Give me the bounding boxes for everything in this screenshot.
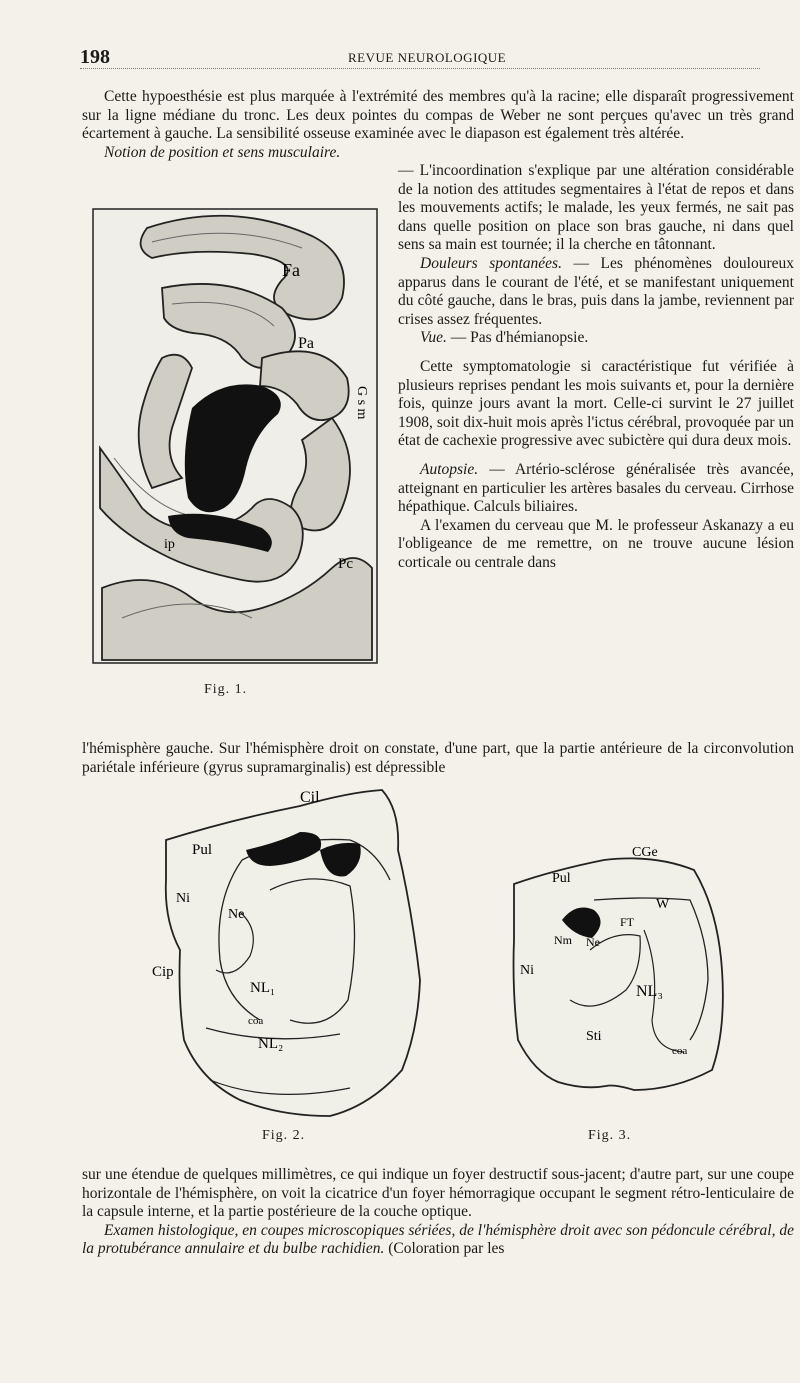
notion-text: — L'incoordination s'explique par une altération considérable de la notion des attitudes segmentaires à l'état de repos et dans les mouvements actifs; le malade, les yeux fermés, ne sait pas dans quelle position on place son bras gauche, ni dans quel sens sa main est tournée; il la cherche en tâtonnant. [398, 162, 794, 254]
bottom-text [82, 1166, 794, 1259]
fig2-label-cip: Cip [152, 964, 174, 980]
fig2-label-nl2: NL₂ [258, 1036, 284, 1052]
top-paragraph [82, 88, 794, 162]
fig3-label-sti: Sti [586, 1029, 602, 1044]
fig3-label-cge: CGe [632, 845, 658, 860]
fig2-label-pul: Pul [192, 842, 213, 858]
examen-histo-text: (Coloration par les [384, 1240, 505, 1258]
running-title: REVUE NEUROLOGIQUE [348, 50, 507, 65]
vue-paragraph [398, 329, 794, 348]
fig3-label-w: W [656, 897, 670, 912]
examen-text: l'hémisphère gauche. Sur l'hémisphère droit on constate, d'une part, que la partie antérieure de la circonvolution pariétale inférieure (gyrus supramarginalis) est dépressible [82, 740, 794, 776]
fig2-label-nl1: NL₁ [250, 980, 276, 996]
douleurs-text: — Les phénomènes douloureux apparus dans le courant de l'été, et se manifestant uniquement du côté gauche, dans le bras, puis dans la jambe, reviennent par crises assez fréquentes. [398, 254, 794, 328]
figure-3-brain-section [494, 840, 730, 1102]
fig1-label-gsm: G s m [354, 386, 369, 420]
examen-histo-heading: Examen histologique, en coupes microscopiques sériées, de l'hémisphère droit avec son pédoncule cérébral, de la protubérance annulaire et du bulbe rachidien. [82, 1221, 794, 1258]
notion-heading: Notion de position et sens musculaire. [104, 143, 341, 161]
page-header [80, 46, 760, 69]
figure-1-brain-section [92, 208, 378, 664]
figure-1-caption: Fig. 1. [204, 682, 248, 697]
figure-2-brain-section [150, 780, 426, 1120]
symptomatologie-paragraph: Cette symptomatologie si caractéristique fut vérifiée à plusieurs reprises pendant les mois suivants et, pour la dernière fois, quinze jours avant la mort. Celle-ci survint le 27 juillet 1908, soit dix-huit mois après l'ictus cérébral, provoquée par un état de cachexie progressive avec subictère qui dura deux mois. [398, 357, 794, 450]
figure-3-caption: Fig. 3. [588, 1128, 632, 1143]
fig2-label-cil: Cil [300, 789, 320, 806]
fig3-label-coa: coa [672, 1045, 688, 1057]
autopsie-paragraph [398, 461, 794, 517]
hypoesthesie-paragraph: Cette hypoesthésie est plus marquée à l'extrémité des membres qu'à la racine; elle disparaît progressivement sur la ligne médiane du tronc. Les deux pointes du compas de Weber ne sont perçues qu'avec un très grand écartement à gauche. La sensibilité osseuse examinée avec le diapason est également très altérée. [82, 88, 794, 143]
vue-text: — Pas d'hémianopsie. [446, 329, 589, 347]
fig2-label-ni: Ni [176, 891, 190, 906]
fig3-label-pul: Pul [552, 871, 571, 886]
figure-2-caption: Fig. 2. [262, 1128, 306, 1143]
fig3-label-nl3: NL₃ [636, 983, 663, 1000]
fig3-label-ni: Ni [520, 963, 534, 978]
examen-paragraph [82, 740, 794, 777]
douleurs-paragraph [398, 255, 794, 329]
notion-line [82, 144, 794, 163]
autopsie-heading: Autopsie. [420, 460, 479, 478]
page-number: 198 [80, 46, 110, 68]
fig1-label-fa: Fa [282, 260, 300, 280]
fig3-label-nm: Nm [554, 933, 572, 947]
right-column-text [398, 162, 794, 572]
fig2-label-ne: Ne [228, 907, 245, 922]
fig2-label-coa: coa [248, 1015, 264, 1027]
fig1-label-pa: Pa [298, 335, 314, 352]
examen-histo-paragraph [82, 1222, 794, 1259]
bottom-paragraph: sur une étendue de quelques millimètres, ce qui indique un foyer destructif sous-jacent; d'autre part, sur une coupe horizontale de l'hémisphère, on voit la cicatrice d'un foyer hémorragique occupant le segment rétro-lenticulaire de la capsule interne, et la partie postérieure de la couche optique. [82, 1166, 794, 1221]
fig1-label-ip: ip [164, 537, 175, 552]
fig3-label-ne: Ne [586, 935, 600, 949]
fig1-label-pc: Pc [338, 556, 353, 572]
examen-start: A l'examen du cerveau que M. le professeur Askanazy a eu l'obligeance de me remettre, on ne trouve aucune lésion corticale ou centrale dans [398, 516, 794, 571]
douleurs-heading: Douleurs spontanées. [420, 254, 562, 272]
vue-heading: Vue. [420, 329, 447, 347]
autopsie-text: — Artério-sclérose généralisée très avancée, atteignant en particulier les artères basales du cerveau. Cirrhose hépathique. Calculs biliaires. [398, 460, 794, 516]
fig3-label-ft: FT [620, 915, 635, 929]
